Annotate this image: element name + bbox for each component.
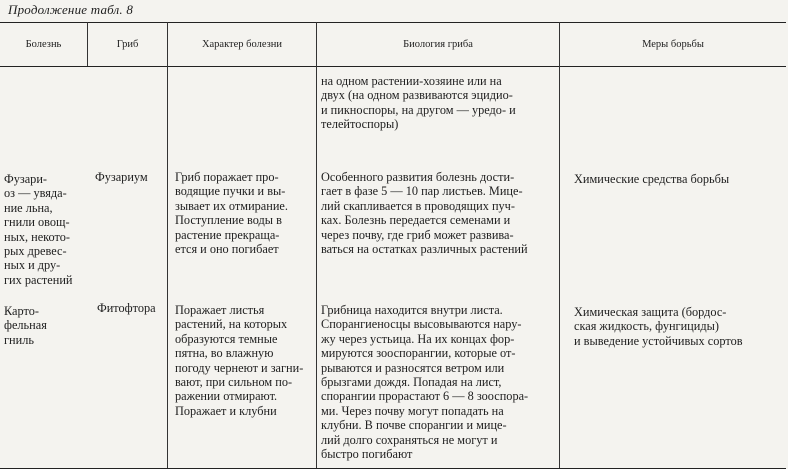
column-divider xyxy=(559,22,560,468)
header-character: Характер болезни xyxy=(201,38,283,50)
character-cell-fusariosis: Гриб поражает про- водящие пучки и вы- зывает их отмирание. Поступление воды в растение прекраща- ется и оно погибает xyxy=(175,170,288,257)
disease-cell-potato-rot: Карто- фельная гниль xyxy=(4,304,47,347)
biology-cell-potato-rot: Грибница находится внутри листа. Спорангиеносцы высовываются нару- жу через устьица. На их концах фор- мируются зооспорангии, которые от- рываются и разносятся ветром или брызгами дождя. Попадая на лист, спорангии прорастают 6 — 8 зооспора- ми. Через почву могут попадать на клубни. В почве спорангии и мице- лий долго сохраняться не могут и быстро погибают xyxy=(321,303,529,462)
disease-cell-fusariosis: Фузари- оз — увяда- ние льна, гнили овощ- ных, некото- рых древес- ных и дру- гих растений xyxy=(4,172,73,287)
header-control: Меры борьбы xyxy=(642,38,704,50)
biology-cell-fusariosis: Особенного развития болезнь дости- гает в фазе 5 — 10 пар листьев. Мице- лий скапливается в проводящих пуч- ках. Болезнь передается семенами и через почву, где гриб может развива- ваться на остатках различных растений xyxy=(321,170,528,257)
character-cell-potato-rot: Поражает листья растений, на которых образуются темные пятна, во влажную погоду чернеют и загни- вают, при сильном по- ражении отмирают. Поражает и клубни xyxy=(175,303,304,418)
fungus-cell-phytophthora: Фитофтора xyxy=(97,301,156,315)
diseases-table xyxy=(0,22,786,469)
header-fungus: Гриб xyxy=(116,38,139,50)
column-divider xyxy=(316,22,317,468)
header-biology: Биология гриба xyxy=(403,38,473,50)
table-caption: Продолжение табл. 8 xyxy=(8,2,134,17)
header-disease: Болезнь xyxy=(25,38,62,50)
header-bottom-rule xyxy=(0,66,786,67)
column-divider xyxy=(167,22,168,468)
biology-continuation-cell: на одном растении-хозяине или на двух (на одном развиваются эцидио- и пикноспоры, на другом — уредо- и телейтоспоры) xyxy=(321,74,516,132)
fungus-cell-fusarium: Фузариум xyxy=(95,170,148,184)
control-cell-potato-rot: Химическая защита (бордос- ская жидкость, фунгициды) и выведение устойчивых сортов xyxy=(574,305,743,348)
control-cell-fusariosis: Химические средства борьбы xyxy=(574,172,730,186)
